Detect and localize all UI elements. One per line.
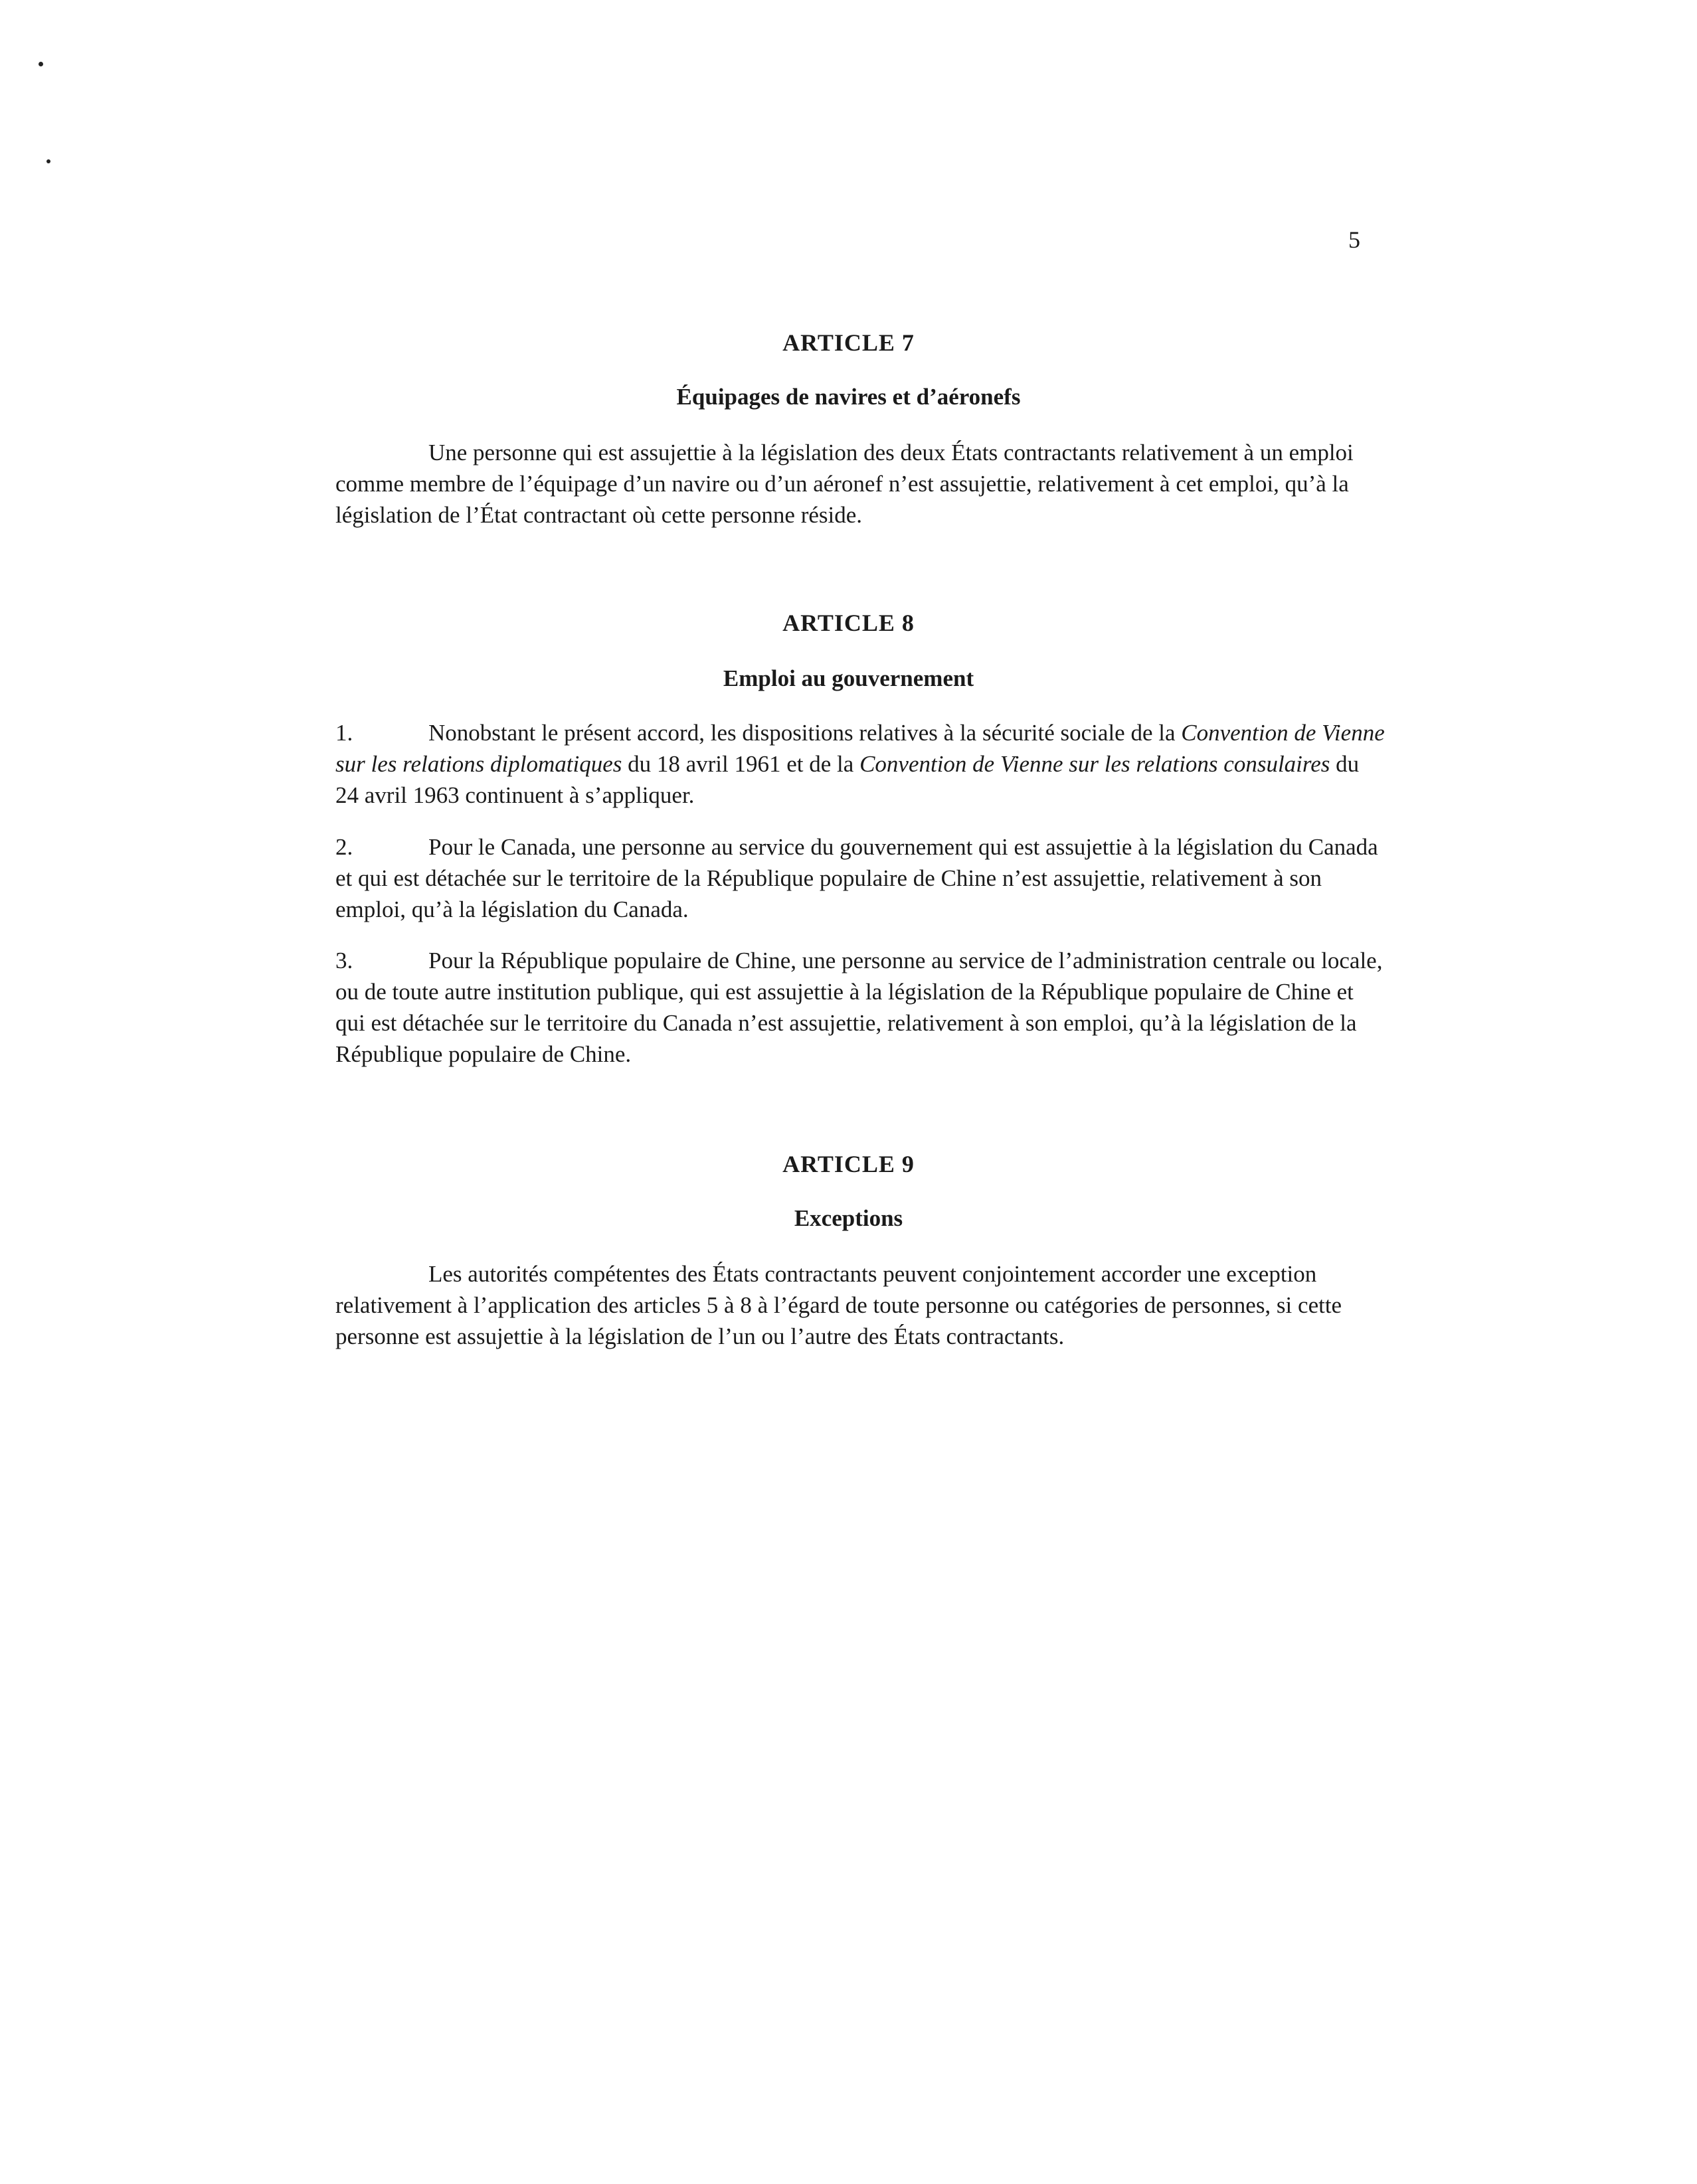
convention-title-diplomatic: Convention de Vienne sur les relations diplomatiques <box>335 720 1385 777</box>
paragraph-text: Nonobstant le présent accord, les dispositions relatives à la sécurité sociale de la <box>428 720 1182 746</box>
article-7-title: Équipages de navires et d’aéronefs <box>676 384 1021 410</box>
convention-title-consular: Convention de Vienne sur les relations consulaires <box>859 751 1330 777</box>
paragraph-number: 2. <box>335 834 353 860</box>
article-9-title: Exceptions <box>794 1205 903 1231</box>
article-7-paragraph: Une personne qui est assujettie à la législation des deux États contractants relativement à un emploi comme membre de l’équipage d’un navire ou d’un aéronef n’est assujettie, relativement à cet emploi, qu’à la législation de l’État contractant où cette personne réside. <box>335 440 1354 528</box>
paragraph-number: 3. <box>335 948 353 973</box>
page-number: 5 <box>1348 226 1360 253</box>
scan-speck <box>46 159 50 163</box>
paragraph-text: Pour la République populaire de Chine, une personne au service de l’administration centrale ou locale, ou de toute autre institution publique, qui est assujettie à la législation de la République populaire de Chine et qui est détachée sur le territoire du Canada n’est assujettie, relativement à son emploi, qu’à la législation de la République populaire de Chine. <box>335 948 1383 1067</box>
paragraph-text: du 18 avril 1961 et de la <box>622 751 860 777</box>
article-8-title: Emploi au gouvernement <box>723 665 974 691</box>
article-8-paragraph-1 <box>335 717 1385 811</box>
article-8-heading: ARTICLE 8 <box>782 610 915 636</box>
paragraph-text: du 24 avril 1963 continuent à s’appliquer. <box>335 751 1360 808</box>
article-8-paragraph-2 <box>335 831 1385 925</box>
scan-speck <box>39 62 43 66</box>
paragraph-text: Pour le Canada, une personne au service du gouvernement qui est assujettie à la législation du Canada et qui est détachée sur le territoire de la République populaire de Chine n’est assujettie, relativement à son emploi, qu’à la législation du Canada. <box>335 834 1378 922</box>
article-7-heading: ARTICLE 7 <box>782 329 915 356</box>
paragraph-number: 1. <box>335 720 353 746</box>
article-9-heading: ARTICLE 9 <box>782 1151 915 1177</box>
article-9-paragraph: Les autorités compétentes des États contractants peuvent conjointement accorder une exception relativement à l’application des articles 5 à 8 à l’égard de toute personne ou catégories de personnes, si cette personne est assujettie à la législation de l’un ou l’autre des États contractants. <box>335 1261 1342 1349</box>
article-8-paragraph-3 <box>335 945 1385 1070</box>
